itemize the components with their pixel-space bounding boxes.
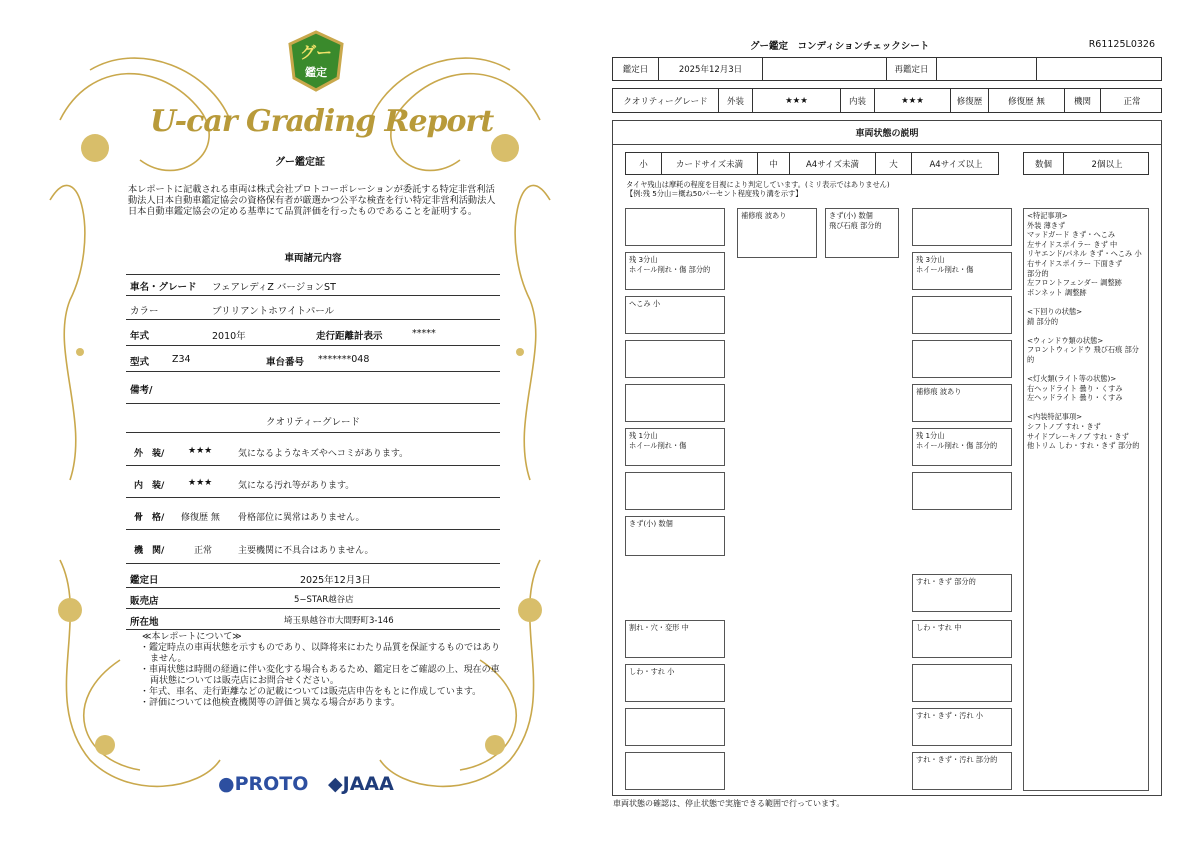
- svg-text:鑑定: 鑑定: [305, 66, 327, 79]
- special-line: <ウィンドウ類の状態>: [1027, 335, 1104, 345]
- count-label: 数個: [1024, 153, 1064, 174]
- sheet-date-value: 2025年12月3日: [659, 58, 763, 80]
- mileage-value: *****: [412, 328, 436, 339]
- special-line: <内装特記事項>: [1027, 412, 1083, 422]
- legend-mid-desc: A4サイズ未満: [790, 153, 876, 174]
- legend-large-desc: A4サイズ以上: [929, 159, 983, 170]
- special-line: マッドガード きず・へこみ: [1027, 230, 1116, 240]
- special-line: 右サイドスポイラー 下面きず: [1027, 258, 1123, 268]
- script-title: U-car Grading Report: [150, 104, 494, 139]
- box-left-blank-2: [625, 340, 725, 378]
- sheet-footer: 車両状態の確認は、停止状態で実施できる範囲で行っています。: [613, 799, 845, 808]
- box-interior-5: すれ・きず・汚れ 部分的: [912, 752, 1012, 790]
- special-line: 左サイドスポイラー きず 中: [1027, 239, 1118, 249]
- color-value: ブリリアントホワイトパール: [212, 306, 335, 317]
- quality-row-exterior: [126, 436, 500, 466]
- model-value: Z34: [172, 354, 191, 365]
- engine-comment: 主要機関に不具合はありません。: [238, 546, 374, 556]
- row-model: [126, 348, 500, 372]
- special-line: 右ヘッドライト 曇り・くすみ: [1027, 383, 1123, 393]
- row-color: [126, 298, 500, 320]
- quality-heading: クオリティーグレード: [265, 417, 361, 428]
- box-top-2: きず(小) 数個 飛び石痕 部分的: [825, 208, 899, 258]
- box-left-blank-4: [625, 472, 725, 510]
- ext-value: ★★★: [753, 89, 841, 112]
- quality-top-rule: [126, 432, 500, 433]
- row-shop: [126, 589, 500, 609]
- special-line: 外装 薄きず: [1027, 220, 1066, 230]
- special-line: ボンネット 調整跡: [1027, 287, 1087, 297]
- interior-comment: 気になる汚れ等があります。: [238, 481, 355, 491]
- int-value: ★★★: [875, 89, 951, 112]
- certificate-title: グー鑑定証: [275, 157, 325, 168]
- special-line: <灯火類(ライト等の状態)>: [1027, 374, 1117, 384]
- box-tire-front-right: 残 3分山 ホイール削れ・傷: [912, 252, 1012, 290]
- report-notes: [140, 632, 500, 709]
- box-rear-left: きず(小) 数個: [625, 516, 725, 556]
- note-4: ・評価については他検査機関等の評価と異なる場合があります。: [140, 698, 401, 708]
- box-dent: へこみ 小: [625, 296, 725, 334]
- special-line: [1027, 403, 1145, 413]
- quality-row-engine: [126, 532, 500, 564]
- special-line: 左フロントフェンダー 調整跡: [1027, 278, 1122, 288]
- note-2: ・車両状態は時間の経過に伴い変化する場合もあるため、鑑定日をご確認の上、現在の車両状態については販売店にお問合せください。: [140, 665, 500, 686]
- jaaa-logo: ◆JAAA: [328, 773, 394, 795]
- box-tire-front-left: 残 3分山 ホイール削れ・傷 部分的: [625, 252, 725, 290]
- model-label: 型式: [130, 357, 150, 368]
- interior-label: 内 装/: [134, 481, 165, 491]
- note-3: ・年式、車名、走行距離などの記載については販売店申告をもとに作成しています。: [140, 687, 482, 697]
- special-line: [1027, 365, 1145, 375]
- special-line: [1027, 326, 1145, 336]
- frame-comment: 骨格部位に異常はありません。: [238, 513, 365, 523]
- sheet-id: R61125L0326: [1088, 39, 1155, 50]
- repair-label: 修復歴: [951, 89, 989, 112]
- color-label: カラー: [130, 306, 159, 317]
- redate-label: 再鑑定日: [887, 58, 937, 80]
- box-interior-3: しわ・すれ 小: [625, 664, 725, 702]
- mileage-label: 走行距離計表示: [316, 331, 383, 342]
- box-right-blank-4: [912, 472, 1012, 510]
- year-label: 年式: [130, 331, 150, 342]
- box-right-blank-1: [912, 296, 1012, 334]
- date-value: 2025年12月3日: [300, 575, 371, 586]
- int-label: 内装: [841, 89, 875, 112]
- box-steering-wheel: すれ・きず 部分的: [912, 574, 1012, 612]
- legend-small-desc: カードサイズ未満: [662, 153, 758, 174]
- box-right-blank-2: [912, 340, 1012, 378]
- row-year: [126, 322, 500, 346]
- row-name: [126, 274, 500, 296]
- box-interior-4: すれ・きず・汚れ 小: [912, 708, 1012, 746]
- engine-value-r: 正常: [1123, 96, 1141, 107]
- box-tire-rear-right: 残 1分山 ホイール削れ・傷 部分的: [912, 428, 1012, 466]
- engine-grade: 正常: [194, 546, 213, 556]
- shop-value: 5−STAR越谷店: [294, 595, 354, 605]
- box-front-right-blank: [912, 208, 1012, 246]
- tire-note-line-1: タイヤ残山は摩耗の程度を目視により判定しています。(ミリ表示ではありません): [626, 180, 890, 189]
- special-line: リヤエンド/パネル きず・へこみ 小: [1027, 249, 1142, 259]
- chassis-label: 車台番号: [266, 357, 305, 368]
- legend-small: 小: [626, 153, 662, 174]
- shop-label: 販売店: [130, 596, 159, 607]
- grade-label: クオリティーグレード: [613, 89, 719, 112]
- ext-label: 外装: [719, 89, 753, 112]
- box-interior-2: しわ・すれ 中: [912, 620, 1012, 658]
- desc-heading: 車両状態の説明: [613, 121, 1161, 145]
- box-repair-right: 補修痕 波あり: [912, 384, 1012, 422]
- exterior-label: 外 装/: [134, 449, 165, 459]
- box-top-1: 補修痕 波あり: [737, 208, 817, 258]
- chassis-value: *******048: [318, 354, 370, 365]
- special-line: [1027, 297, 1145, 307]
- special-line: フロントウィンドウ 飛び石痕 部分的: [1027, 345, 1139, 364]
- quality-row-interior: [126, 468, 500, 498]
- tire-note-line-2: 【例:残 5分山＝概ね50パーセント程度残り溝を示す】: [626, 189, 803, 198]
- special-notes: [1023, 208, 1149, 791]
- legend-mid: 中: [758, 153, 790, 174]
- special-line: 部分的: [1027, 268, 1049, 278]
- special-line: 他トリム しわ・すれ・きず 部分的: [1027, 441, 1140, 451]
- repair-value: 修復歴 無: [989, 89, 1065, 112]
- quality-row-frame: [126, 500, 500, 530]
- exterior-grade: ★★★: [188, 446, 213, 456]
- box-left-blank-3: [625, 384, 725, 422]
- spec-heading: 車両諸元内容: [284, 253, 342, 264]
- special-line: サイドブレーキノブ すれ・きず: [1027, 431, 1129, 441]
- special-line: 錆 部分的: [1027, 316, 1059, 326]
- goo-kantei-logo: [286, 30, 346, 92]
- count-value: 2個以上: [1091, 159, 1123, 170]
- box-front-left-blank: [625, 208, 725, 246]
- row-remarks: [126, 374, 500, 404]
- notes-title: ≪本レポートについて≫: [142, 632, 242, 642]
- box-interior-blank: [912, 664, 1012, 702]
- proto-logo: ●PROTO: [218, 773, 309, 795]
- special-line: シフトノブ すれ・きず: [1027, 422, 1101, 432]
- box-interior-1: 割れ・穴・変形 中: [625, 620, 725, 658]
- note-1: ・鑑定時点の車両状態を示すものであり、以降将来にわたり品質を保証するものではありません。: [140, 643, 501, 664]
- engine-label: 機 関/: [134, 546, 165, 556]
- row-date: [126, 568, 500, 588]
- special-line: <特記事項>: [1027, 211, 1068, 220]
- date-label: 鑑定日: [130, 575, 159, 586]
- row-address: [126, 610, 500, 630]
- name-value: フェアレディZ バージョンST: [212, 282, 336, 293]
- special-line: <下回りの状態>: [1027, 306, 1083, 316]
- svg-text:グー: グー: [299, 43, 333, 62]
- address-value: 埼玉県越谷市大間野町3-146: [284, 616, 394, 626]
- frame-grade: 修復歴 無: [181, 513, 220, 523]
- year-value: 2010年: [212, 331, 246, 342]
- box-interior-blank-2: [625, 708, 725, 746]
- box-interior-blank-3: [625, 752, 725, 790]
- exterior-comment: 気になるようなキズやヘコミがあります。: [238, 449, 409, 459]
- address-label: 所在地: [130, 617, 159, 628]
- certification-statement: 本レポートに記載される車両は株式会社プロトコーポレーションが委託する特定非営利活動法人日本自動車鑑定協会の資格保有者が厳選かつ公平な検査を行い特定非営利活動法人日本自動車鑑定協会の定める基準にて品質評価を行ったものであることを証明する。: [128, 184, 496, 217]
- special-line: 左ヘッドライト 曇り・くすみ: [1027, 393, 1123, 403]
- interior-grade: ★★★: [188, 478, 213, 488]
- sheet-date-label: 鑑定日: [613, 58, 659, 80]
- box-tire-rear-left: 残 1分山 ホイール削れ・傷: [625, 428, 725, 466]
- remarks-label: 備考/: [130, 385, 153, 396]
- frame-label: 骨 格/: [134, 513, 165, 523]
- engine-label-r: 機関: [1065, 89, 1101, 112]
- legend-large: 大: [876, 153, 912, 174]
- name-label: 車名・グレード: [130, 282, 197, 293]
- sheet-title: グー鑑定 コンディションチェックシート: [750, 41, 930, 52]
